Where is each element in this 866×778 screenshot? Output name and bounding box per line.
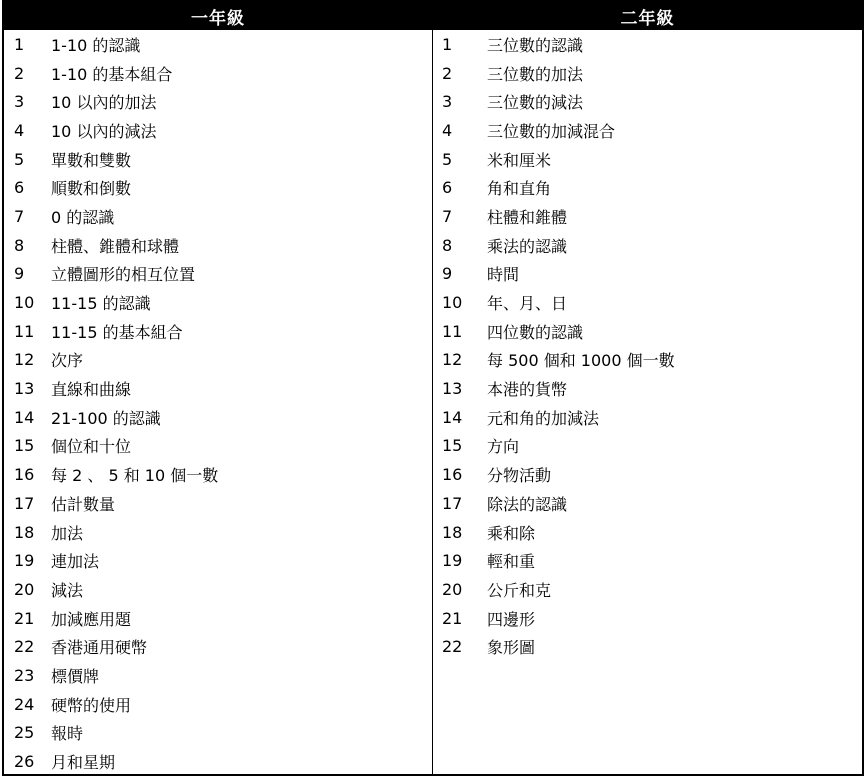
topic-title: 輕和重 [487,552,536,572]
topic-row [4,260,432,289]
topic-row [4,403,432,432]
topic-title: 香港通用硬幣 [51,638,148,658]
topic-title: 硬幣的使用 [51,695,132,715]
topic-title: 加減應用題 [51,609,132,629]
topic-title: 單數和雙數 [51,150,132,170]
topic-number: 9 [14,264,25,284]
topic-row [4,346,432,375]
topic-number: 15 [14,436,35,456]
topic-row [433,202,862,231]
topic-number: 20 [14,579,35,599]
topic-title: 10 以內的減法 [51,121,157,141]
topic-title: 直線和曲線 [51,380,132,400]
topic-row [433,575,862,604]
topic-number: 26 [14,752,35,772]
topic-row [433,632,862,661]
topic-row [4,173,432,202]
topic-title: 三位數的認識 [487,35,584,55]
topic-row [433,87,862,116]
topic-title: 連加法 [51,552,100,572]
topic-number: 4 [442,120,453,140]
topic-row [4,116,432,145]
topic-number: 24 [14,694,35,714]
topic-title: 除法的認識 [487,494,568,514]
topic-number: 2 [442,63,453,83]
topic-title: 加法 [51,523,84,543]
topic-title: 標價牌 [51,666,100,686]
topic-row [4,30,432,59]
grade-1-topic-list [4,30,432,776]
topic-number: 5 [14,149,25,169]
topic-title: 柱體和錐體 [487,207,568,227]
topic-title: 次序 [51,351,84,371]
topic-number: 16 [442,465,463,485]
topic-title: 分物活動 [487,466,552,486]
topic-number: 18 [442,522,463,542]
topic-row [4,317,432,346]
topic-number: 15 [442,436,463,456]
topic-number: 8 [14,235,25,255]
topic-title: 1-10 的基本組合 [51,64,173,84]
topic-title: 順數和倒數 [51,179,132,199]
topic-number: 18 [14,522,35,542]
topic-row [4,632,432,661]
topic-number: 14 [442,407,463,427]
topic-title: 時間 [487,265,520,285]
topic-row [4,489,432,518]
topic-number: 22 [442,637,463,657]
topic-title: 估計數量 [51,494,116,514]
topic-row [4,460,432,489]
topic-row [433,460,862,489]
topic-row [433,116,862,145]
topic-row [4,719,432,748]
topic-number: 1 [14,34,25,54]
topic-number: 10 [442,293,463,313]
topic-title: 月和星期 [51,753,116,773]
grade-2-topic-list [433,30,862,774]
topic-number: 9 [442,264,453,284]
topic-number: 14 [14,407,35,427]
topic-title: 立體圖形的相互位置 [51,265,196,285]
topic-title: 三位數的加法 [487,64,584,84]
topic-number: 5 [442,149,453,169]
topic-number: 17 [442,493,463,513]
topic-number: 20 [442,579,463,599]
topic-title: 21-100 的認識 [51,408,161,428]
topic-number: 3 [14,92,25,112]
topic-number: 22 [14,637,35,657]
topic-row [433,231,862,260]
topic-row [433,30,862,59]
topic-row [4,374,432,403]
topic-row [433,518,862,547]
topic-title: 每 500 個和 1000 個一數 [487,351,675,371]
topic-row [433,260,862,289]
topic-row [433,59,862,88]
topic-title: 元和角的加減法 [487,408,600,428]
topic-number: 3 [442,92,453,112]
topic-number: 12 [14,350,35,370]
topic-row [433,173,862,202]
topic-row [433,403,862,432]
topic-number: 19 [14,551,35,571]
topic-row [433,317,862,346]
grade-2-column [433,2,862,774]
topic-number: 21 [14,608,35,628]
topic-title: 10 以內的加法 [51,93,157,113]
topic-row [433,604,862,633]
topic-row [4,518,432,547]
grade-1-header: 一年級 [4,2,432,30]
topic-number: 8 [442,235,453,255]
topic-title: 乘和除 [487,523,536,543]
topic-number: 6 [442,178,453,198]
topic-number: 19 [442,551,463,571]
topic-number: 7 [442,206,453,226]
topic-number: 7 [14,206,25,226]
topic-number: 4 [14,120,25,140]
topic-row [4,202,432,231]
grade-1-column [4,2,433,774]
topic-row [4,604,432,633]
topic-number: 16 [14,465,35,485]
topic-title: 乘法的認識 [487,236,568,256]
topic-number: 2 [14,63,25,83]
topic-title: 柱體、錐體和球體 [51,236,180,256]
topic-title: 方向 [487,437,520,457]
topic-number: 1 [442,34,453,54]
topic-title: 1-10 的認識 [51,35,141,55]
topic-number: 25 [14,723,35,743]
topic-title: 11-15 的基本組合 [51,322,183,342]
topic-title: 三位數的減法 [487,93,584,113]
topic-number: 11 [14,321,35,341]
topic-title: 四邊形 [487,609,536,629]
topic-number: 17 [14,493,35,513]
topic-number: 6 [14,178,25,198]
topic-title: 年、月、日 [487,294,568,314]
topic-row [433,489,862,518]
topic-title: 三位數的加減混合 [487,121,616,141]
topic-number: 11 [442,321,463,341]
topic-row [433,288,862,317]
topic-number: 13 [442,379,463,399]
topic-number: 13 [14,379,35,399]
topic-row [4,546,432,575]
topic-row [4,288,432,317]
topic-title: 個位和十位 [51,437,132,457]
topic-title: 本港的貨幣 [487,380,568,400]
topic-row [4,145,432,174]
topic-row [4,59,432,88]
topic-row [433,374,862,403]
topic-row [433,346,862,375]
topic-title: 角和直角 [487,179,552,199]
topic-row [4,690,432,719]
topic-title: 報時 [51,724,84,744]
topic-title: 11-15 的認識 [51,294,151,314]
topic-row [433,546,862,575]
topic-title: 象形圖 [487,638,536,658]
topic-title: 減法 [51,580,84,600]
topic-row [433,432,862,461]
topic-row [4,231,432,260]
grade-2-header: 二年級 [433,2,862,30]
topic-title: 每 2 、 5 和 10 個一數 [51,466,219,486]
topic-number: 12 [442,350,463,370]
topic-row [4,661,432,690]
topic-title: 四位數的認識 [487,322,584,342]
topic-row [4,432,432,461]
topic-row [4,87,432,116]
topic-title: 公斤和克 [487,580,552,600]
topic-row [433,145,862,174]
topic-row [4,747,432,776]
topic-title: 米和厘米 [487,150,552,170]
topic-row [4,575,432,604]
curriculum-table [2,0,864,776]
topic-number: 10 [14,293,35,313]
topic-title: 0 的認識 [51,207,115,227]
topic-number: 21 [442,608,463,628]
topic-number: 23 [14,665,35,685]
